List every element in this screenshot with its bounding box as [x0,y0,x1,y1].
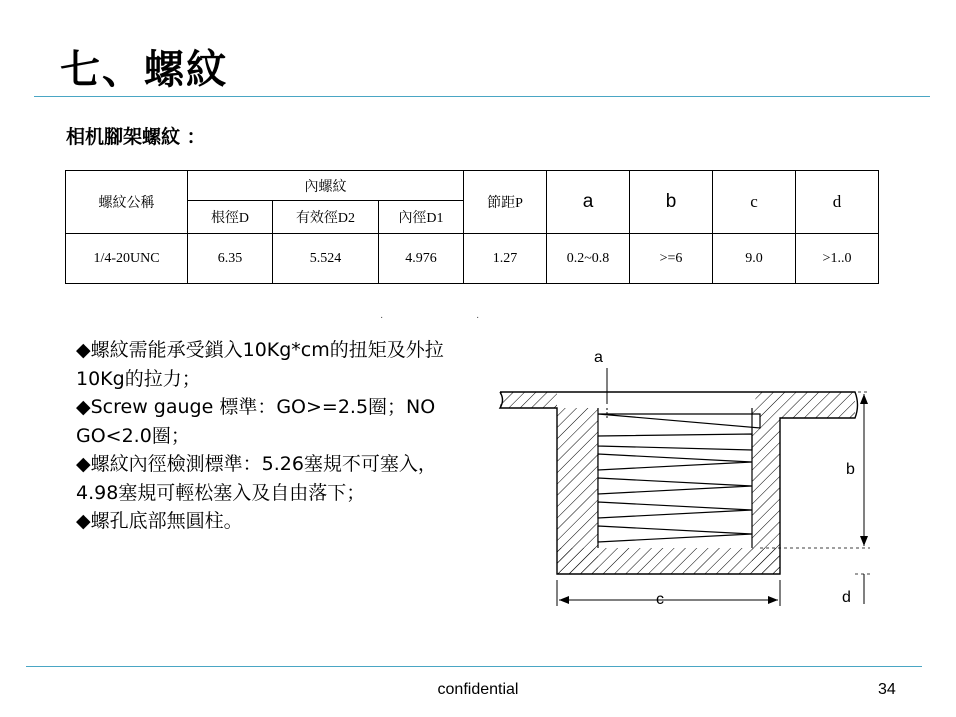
header-a: a [547,171,630,234]
header-effective-diameter: 有效徑D2 [273,201,379,234]
footer-confidential: confidential [437,681,519,698]
page-number: 34 [878,681,896,698]
cell-d: >1..0 [796,234,879,284]
diagram-label-c: c [656,591,664,608]
section-subtitle: 相机腳架螺紋 ： [66,126,206,148]
header-d: d [796,171,879,234]
stray-mark: · [380,312,384,323]
table-header-row [66,171,879,201]
thread-teeth [598,414,760,542]
footer-divider [26,666,922,667]
header-pitch: 節距P [464,171,547,234]
header-internal-thread: 內螺紋 [188,171,464,201]
cell-b: >=6 [630,234,713,284]
page-title: 七、螺紋 [60,47,228,93]
cell-a: 0.2~0.8 [547,234,630,284]
cell-effective-diameter: 5.524 [273,234,379,284]
cell-c: 9.0 [713,234,796,284]
body-bottom-hatch [557,548,780,574]
header-thread-type: 螺紋公稱 [66,171,188,234]
cell-thread-type: 1/4-20UNC [66,234,188,284]
cell-root-diameter: 6.35 [188,234,273,284]
note-item: ◆螺紋需能承受鎖入10Kg*cm的扭矩及外拉10Kg的拉力； [76,339,444,390]
header-root-diameter: 根徑D [188,201,273,234]
diagram-label-d: d [842,589,851,606]
thread-hole-diagram [490,340,890,620]
header-b: b [630,171,713,234]
header-inner-diameter: 內徑D1 [379,201,464,234]
diagram-label-a: a [594,349,603,366]
diagram-label-b: b [846,461,855,478]
title-divider [34,96,930,97]
notes-list [76,336,456,536]
body-right-hatch [752,392,855,574]
note-item: ◆Screw gauge 標準：GO>=2.5圈；NO GO<2.0圈； [76,396,436,447]
thread-spec-table [65,170,879,284]
table-row [66,234,879,284]
stray-mark: · [476,312,480,323]
cell-pitch: 1.27 [464,234,547,284]
note-item: ◆螺紋內徑檢測標準：5.26塞規不可塞入，4.98塞規可輕松塞入及自由落下； [76,453,437,504]
header-c: c [713,171,796,234]
cell-inner-diameter: 4.976 [379,234,464,284]
body-left-hatch [500,392,598,574]
note-item: ◆螺孔底部無圓柱。 [76,510,243,532]
